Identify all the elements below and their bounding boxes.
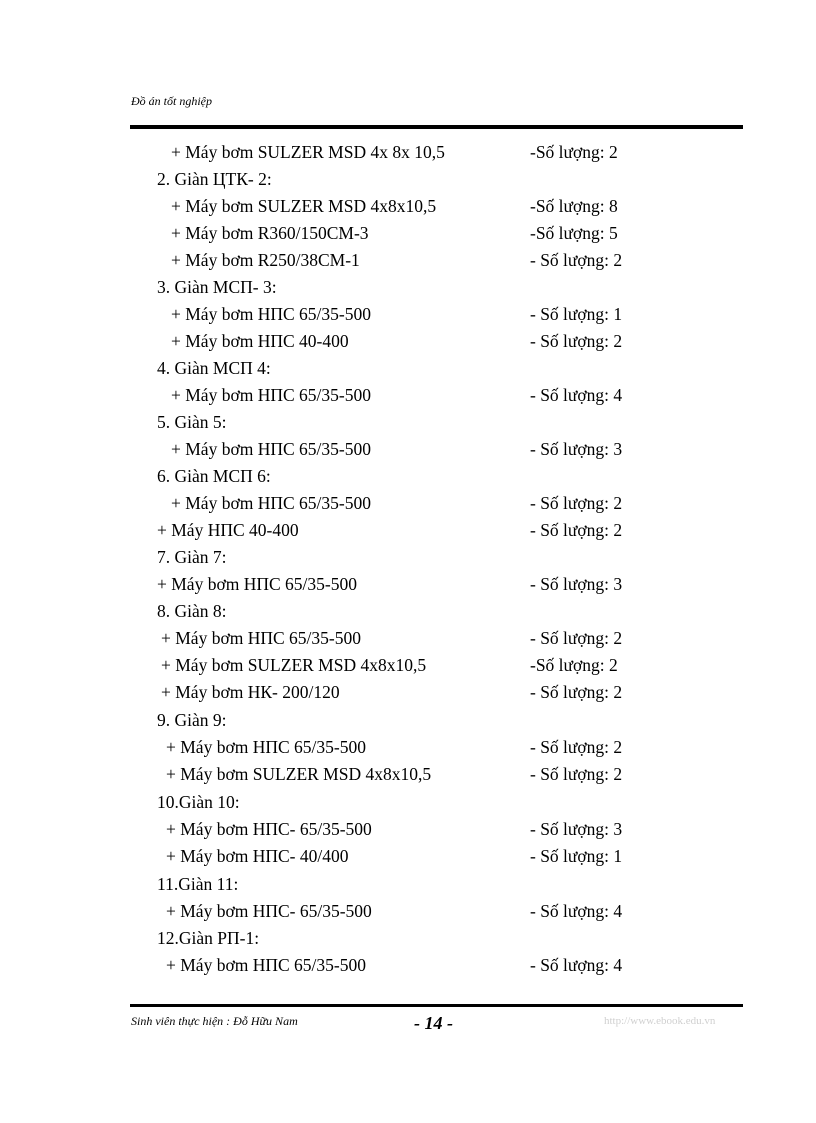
list-item [0, 817, 816, 841]
item-text: 11.Giàn 11: [157, 874, 239, 894]
item-text: 3. Giàn МСП- 3: [157, 277, 277, 297]
list-item [0, 329, 816, 353]
list-item [0, 518, 816, 542]
item-text: 5. Giàn 5: [157, 412, 227, 432]
quantity-text: - Số lượng: 3 [530, 439, 623, 459]
item-text: + Máy bơm SULZER MSD 4x 8x 10,5 [171, 142, 445, 162]
item-text: + Máy bơm НПС 65/35-500 [171, 439, 371, 459]
footer-rule [130, 1004, 743, 1007]
item-text: 10.Giàn 10: [157, 792, 240, 812]
item-text: + Máy bơm НПС 65/35-500 [166, 955, 366, 975]
quantity-text: -Số lượng: 5 [530, 223, 618, 243]
item-text: 2. Giàn ЦТК- 2: [157, 169, 272, 189]
item-text: + Máy bơm R250/38CM-1 [171, 250, 360, 270]
item-text: + Máy bơm НПС 65/35-500 [171, 304, 371, 324]
list-item [0, 194, 816, 218]
item-text: + Máy bơm НПС 65/35-500 [166, 737, 366, 757]
list-item [0, 410, 816, 434]
quantity-text: - Số lượng: 1 [530, 304, 623, 324]
watermark-url: http://www.ebook.edu.vn [604, 1015, 716, 1027]
header-rule [130, 125, 743, 129]
list-item [0, 680, 816, 704]
item-text: 9. Giàn 9: [157, 710, 227, 730]
list-item [0, 356, 816, 380]
item-text: + Máy bơm НПС 40-400 [171, 331, 349, 351]
list-item [0, 437, 816, 461]
quantity-text: - Số lượng: 2 [530, 331, 623, 351]
item-text: + Máy bơm НПС- 40/400 [166, 846, 349, 866]
quantity-text: - Số lượng: 2 [530, 628, 623, 648]
quantity-text: - Số lượng: 2 [530, 764, 623, 784]
list-item [0, 708, 816, 732]
list-item [0, 275, 816, 299]
page-header-title: Đồ án tốt nghiệp [131, 94, 212, 108]
list-item [0, 221, 816, 245]
item-text: 4. Giàn МСП 4: [157, 358, 271, 378]
list-item [0, 926, 816, 950]
item-text: + Máy bơm НПС 65/35-500 [171, 385, 371, 405]
list-item [0, 790, 816, 814]
list-item [0, 735, 816, 759]
quantity-text: - Số lượng: 2 [530, 493, 623, 513]
page-number: - 14 - [414, 1013, 453, 1033]
quantity-text: - Số lượng: 2 [530, 682, 623, 702]
list-item [0, 572, 816, 596]
quantity-text: - Số lượng: 3 [530, 819, 623, 839]
item-text: + Máy НПС 40-400 [157, 520, 299, 540]
list-item [0, 383, 816, 407]
list-item [0, 653, 816, 677]
quantity-text: -Số lượng: 2 [530, 655, 618, 675]
item-text: 8. Giàn 8: [157, 601, 227, 621]
quantity-text: - Số lượng: 2 [530, 737, 623, 757]
list-item [0, 762, 816, 786]
item-text: + Máy bơm SULZER MSD 4x8x10,5 [161, 655, 427, 675]
quantity-text: - Số lượng: 3 [530, 574, 623, 594]
list-item [0, 599, 816, 623]
quantity-text: -Số lượng: 2 [530, 142, 618, 162]
quantity-text: - Số lượng: 4 [530, 901, 623, 921]
item-text: + Máy bơm НПС 65/35-500 [157, 574, 357, 594]
list-item [0, 626, 816, 650]
item-text: + Máy bơm SULZER MSD 4x8x10,5 [171, 196, 437, 216]
item-text: 12.Giàn РП-1: [157, 928, 260, 948]
item-text: + Máy bơm НПС 65/35-500 [171, 493, 371, 513]
list-item [0, 140, 816, 164]
list-item [0, 491, 816, 515]
quantity-text: - Số lượng: 4 [530, 955, 623, 975]
list-item [0, 167, 816, 191]
item-text: 6. Giàn МСП 6: [157, 466, 271, 486]
item-text: + Máy bơm НПС- 65/35-500 [166, 901, 372, 921]
list-item [0, 302, 816, 326]
quantity-text: - Số lượng: 2 [530, 520, 623, 540]
list-item [0, 844, 816, 868]
quantity-text: - Số lượng: 4 [530, 385, 623, 405]
quantity-text: -Số lượng: 8 [530, 196, 618, 216]
list-item [0, 953, 816, 977]
item-text: + Máy bơm R360/150CM-3 [171, 223, 369, 243]
footer-author: Sinh viên thực hiện : Đỗ Hữu Nam [131, 1014, 298, 1028]
item-text: + Máy bơm НПС- 65/35-500 [166, 819, 372, 839]
item-text: + Máy bơm НК- 200/120 [161, 682, 340, 702]
list-item [0, 545, 816, 569]
list-item [0, 464, 816, 488]
list-item [0, 899, 816, 923]
item-text: 7. Giàn 7: [157, 547, 227, 567]
item-text: + Máy bơm НПС 65/35-500 [161, 628, 361, 648]
list-item [0, 872, 816, 896]
quantity-text: - Số lượng: 1 [530, 846, 623, 866]
quantity-text: - Số lượng: 2 [530, 250, 623, 270]
item-text: + Máy bơm SULZER MSD 4x8x10,5 [166, 764, 432, 784]
list-item [0, 248, 816, 272]
